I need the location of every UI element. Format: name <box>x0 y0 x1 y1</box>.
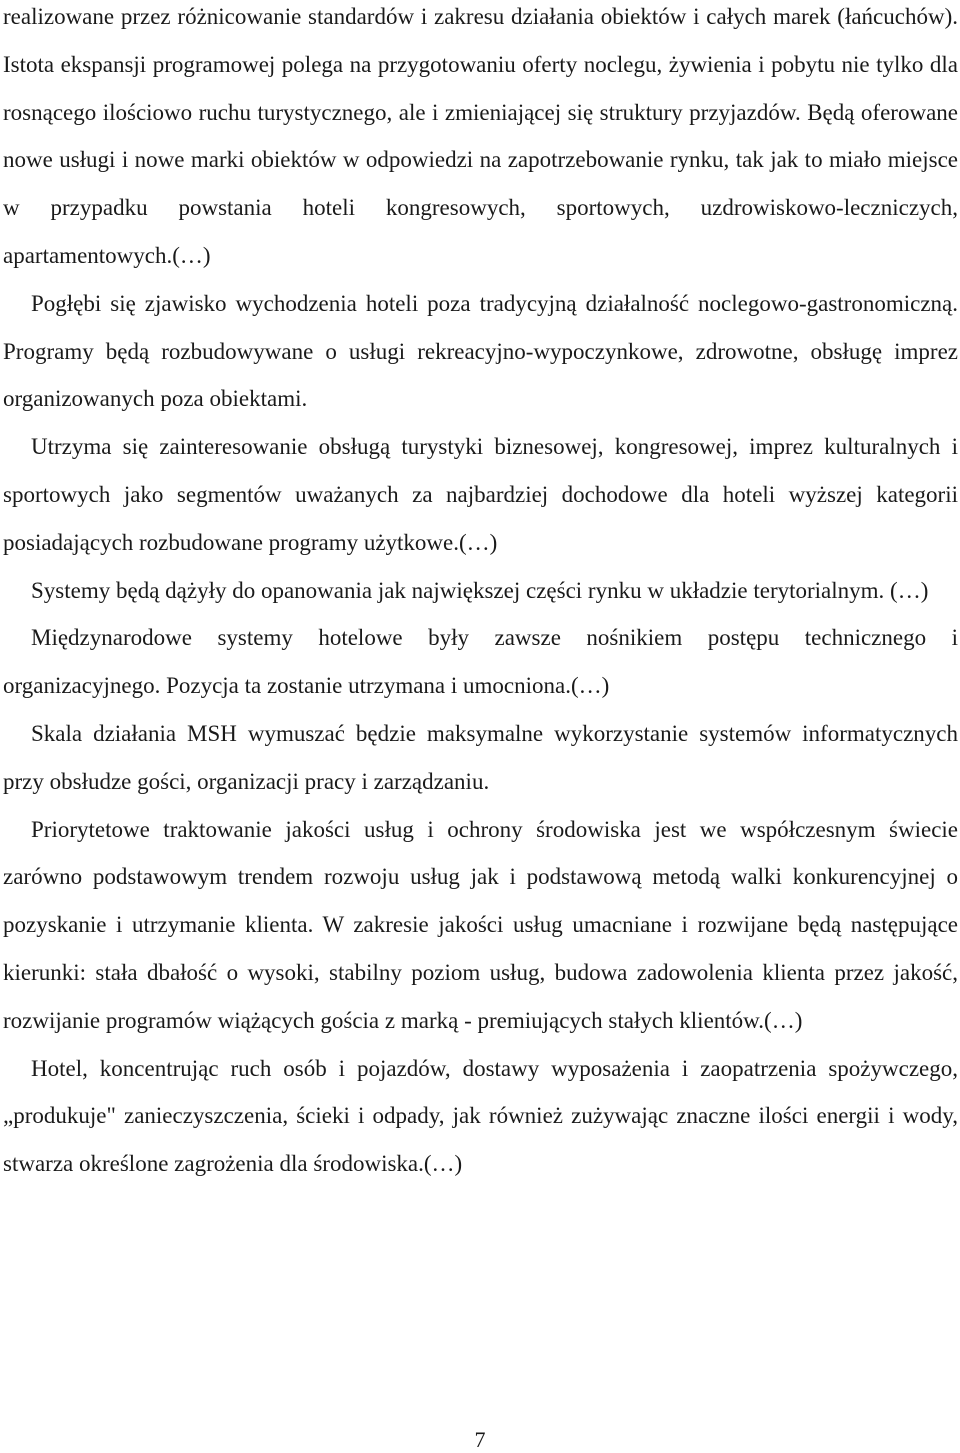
paragraph-5: Międzynarodowe systemy hotelowe były zawsze nośnikiem postępu technicznego i organizacyjnego. Pozycja ta zostanie utrzymana i umocniona.(…) <box>3 625 958 699</box>
paragraph-2: Pogłębi się zjawisko wychodzenia hoteli poza tradycyjną działalność noclegowo-gastronomiczną. Programy będą rozbudowywane o usługi rekreacyjno-wypoczynkowe, zdrowotne, obsługę imprez organizowanych poza obiektami. <box>3 290 958 412</box>
paragraph-3: Utrzyma się zainteresowanie obsługą turystyki biznesowej, kongresowej, imprez kulturalnych i sportowych jako segmentów uważanych za najbardziej dochodowe dla hoteli wyższej kategorii posiadających rozbudowane programy użytkowe.(…) <box>3 434 958 555</box>
paragraph-4: Systemy będą dążyły do opanowania jak największej części rynku w układzie terytorialnym. (…) <box>31 577 929 603</box>
page-number: 7 <box>474 1427 486 1452</box>
paragraph-1: realizowane przez różnicowanie standardów i zakresu działania obiektów i całych marek (łańcuchów). Istota ekspansji programowej polega na przygotowaniu oferty noclegu, żywienia i pobytu nie tylko dla rosnącego ilościowo ruchu turystycznego, ale i zmieniającej się struktury przyjazdów. Będą oferowane nowe usługi i nowe marki obiektów w odpowiedzi na zapotrzebowanie rynku, tak jak to miało miejsce w przypadku powstania hoteli kongresowych, sportowych, uzdrowiskowo-leczniczych, apartamentowych.(…) <box>3 4 958 268</box>
paragraph-6: Skala działania MSH wymuszać będzie maksymalne wykorzystanie systemów informatycznych przy obsłudze gości, organizacji pracy i zarządzaniu. <box>3 720 958 794</box>
body-text <box>3 0 958 1188</box>
paragraph-7: Priorytetowe traktowanie jakości usług i ochrony środowiska jest we współczesnym świecie zarówno podstawowym trendem rozwoju usług jak i podstawową metodą walki konkurencyjnej o pozyskanie i utrzymanie klienta. W zakresie jakości usług umacniane i rozwijane będą następujące kierunki: stała dbałość o wysoki, stabilny poziom usług, budowa zadowolenia klienta przez jakość, rozwijanie programów wiążących gościa z marką - premiujących stałych klientów.(…) <box>3 816 958 1033</box>
paragraph-8: Hotel, koncentrując ruch osób i pojazdów, dostawy wyposażenia i zaopatrzenia spożywczego, „produkuje" zanieczyszczenia, ścieki i odpady, jak również zużywając znaczne ilości energii i wody, stwarza określone zagrożenia dla środowiska.(…) <box>3 1055 958 1177</box>
